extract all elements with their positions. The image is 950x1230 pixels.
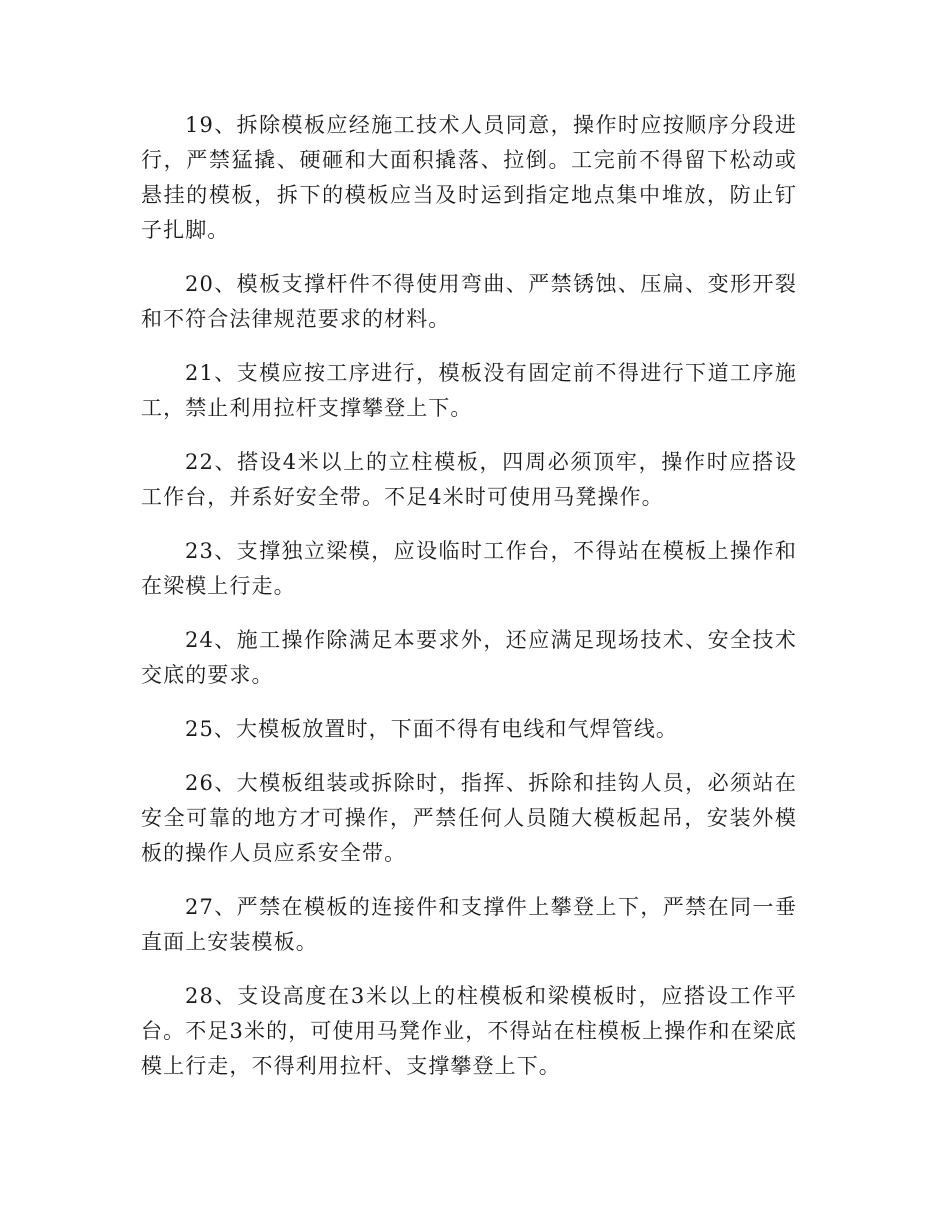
paragraph-28: 28、支设高度在3米以上的柱模板和梁模板时，应搭设工作平台。不足3米的，可使用马凳作业，不得站在柱模板上操作和在梁底模上行走，不得利用拉杆、支撑攀登上下。 bbox=[141, 984, 797, 1078]
paragraph-27: 27、严禁在模板的连接件和支撑件上攀登上下，严禁在同一垂直面上安装模板。 bbox=[141, 895, 797, 954]
paragraph-19: 19、拆除模板应经施工技术人员同意，操作时应按顺序分段进行，严禁猛撬、硬砸和大面积撬落、拉倒。工完前不得留下松动或悬挂的模板，拆下的模板应当及时运到指定地点集中堆放，防止钉子扎脚。 bbox=[141, 113, 797, 242]
paragraph-24: 24、施工操作除满足本要求外，还应满足现场技术、安全技术交底的要求。 bbox=[141, 628, 797, 687]
paragraph-25: 25、大模板放置时，下面不得有电线和气焊管线。 bbox=[185, 717, 679, 741]
paragraph-21: 21、支模应按工序进行，模板没有固定前不得进行下道工序施工，禁止利用拉杆支撑攀登上下。 bbox=[141, 361, 797, 420]
paragraph-23: 23、支撑独立梁模，应设临时工作台，不得站在模板上操作和在梁模上行走。 bbox=[141, 539, 797, 598]
document-body bbox=[141, 108, 797, 1103]
paragraph-26: 26、大模板组装或拆除时，指挥、拆除和挂钩人员，必须站在安全可靠的地方才可操作，严禁任何人员随大模板起吊，安装外模板的操作人员应系安全带。 bbox=[141, 771, 797, 865]
paragraph-22: 22、搭设4米以上的立柱模板，四周必须顶牢，操作时应搭设工作台，并系好安全带。不足4米时可使用马凳操作。 bbox=[141, 450, 797, 509]
paragraph-20: 20、模板支撑杆件不得使用弯曲、严禁锈蚀、压扁、变形开裂和不符合法律规范要求的材料。 bbox=[141, 272, 797, 331]
